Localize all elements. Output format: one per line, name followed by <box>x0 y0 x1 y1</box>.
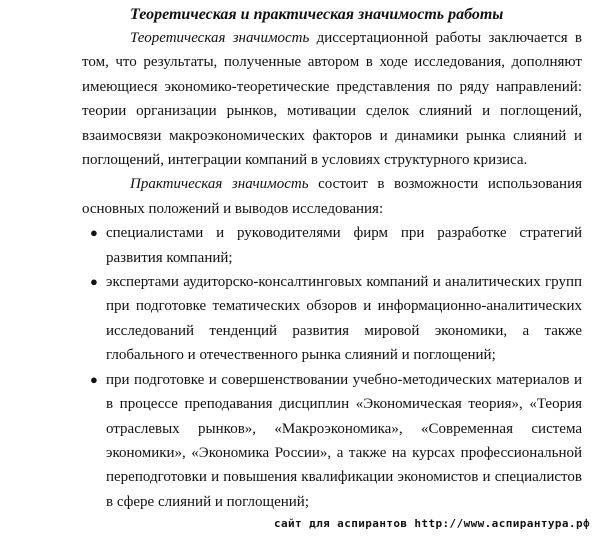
theoretical-significance-paragraph <box>82 26 582 172</box>
document-page <box>82 4 582 514</box>
practical-significance-text: состоит в возможности использования основных положений и выводов исследования: <box>82 176 583 217</box>
list-item-text: экспертами аудиторско-консалтинговых компаний и аналитических групп при подготовке тематических обзоров и информационно-аналитических исследований тенденций развития мировой экономики, а также глобального и отечественного рынка слияний и поглощений; <box>106 274 582 364</box>
list-item <box>82 368 582 514</box>
practical-significance-paragraph <box>82 172 582 221</box>
theoretical-significance-lead: Теоретическая значимость <box>130 30 310 46</box>
list-item-text: специалистами и руководителями фирм при разработке стратегий развития компаний; <box>106 225 582 266</box>
bullet-icon: ● <box>90 225 98 241</box>
list-item-text: при подготовке и совершенствовании учебно-методических материалов и в процессе преподавания дисциплин «Экономическая теория», «Теория отраслевых рынков», «Макроэкономика», «Современная система экономики», «Экономика России», а также на курсах профессиональной переподготовки и повышения квалификации экономистов и специалистов в сфере слияний и поглощений; <box>106 371 582 510</box>
list-item <box>82 270 582 368</box>
theoretical-significance-text: диссертационной работы заключается в том, что результаты, полученные автором в ходе исследования, дополняют имеющиеся экономико-теоретические представления по ряду направлений: теории организации рынков, мотивации сделок слияний и поглощений, взаимосвязи макроэкономических факторов и динамики рынка слияний и поглощений, интеграции компаний в условиях структурного кризиса. <box>82 30 582 169</box>
usage-list <box>82 221 582 514</box>
list-item <box>82 221 582 270</box>
section-heading: Теоретическая и практическая значимость работы <box>130 6 504 23</box>
site-watermark: сайт для аспирантов http://www.аспирантура.рф <box>273 517 590 530</box>
bullet-icon: ● <box>90 371 98 387</box>
bullet-icon: ● <box>90 274 98 290</box>
practical-significance-lead: Практическая значимость <box>130 176 309 193</box>
